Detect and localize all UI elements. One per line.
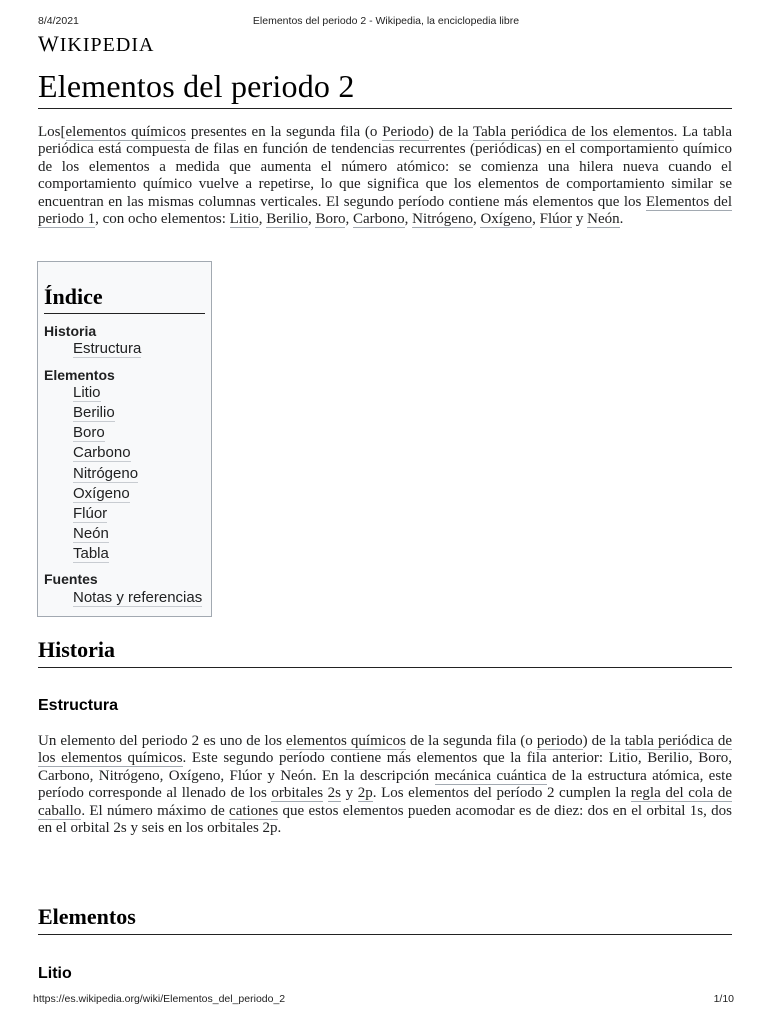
link-berilio[interactable]: Berilio bbox=[266, 211, 308, 228]
text: , bbox=[307, 211, 316, 228]
print-header bbox=[38, 15, 734, 29]
toc-item-carbono[interactable]: Carbono bbox=[73, 444, 131, 461]
text: que estos elementos pueden acomodar es de diez: dos en el orbital 1s, dos en el orbital 2s y seis en los orbitales 2p. bbox=[38, 802, 732, 837]
text: . Los elementos del período 2 cumplen la bbox=[372, 785, 631, 802]
section-heading-elementos: Elementos bbox=[38, 904, 732, 935]
link-2s[interactable]: 2s bbox=[327, 785, 341, 802]
toc-item-litio[interactable]: Litio bbox=[73, 384, 101, 401]
toc-title: Índice bbox=[44, 284, 205, 314]
toc-item-tabla[interactable]: Tabla bbox=[73, 545, 109, 562]
intro-paragraph bbox=[38, 124, 732, 228]
text: ) de la bbox=[428, 124, 474, 140]
print-page-title: Elementos del periodo 2 - Wikipedia, la enciclopedia libre bbox=[252, 15, 520, 27]
text: de la segunda fila (o bbox=[405, 733, 537, 749]
print-page-number: 1/10 bbox=[713, 993, 734, 1005]
text: Los[ bbox=[38, 124, 66, 140]
toc-item-notas[interactable]: Notas y referencias bbox=[73, 589, 203, 606]
toc-item-fuentes[interactable]: Fuentes bbox=[44, 571, 98, 587]
logo-rest: IKIPEDIA bbox=[59, 34, 155, 56]
link-nitrogeno[interactable]: Nitrógeno bbox=[412, 211, 473, 228]
text: , con ocho elementos: bbox=[95, 211, 230, 228]
link-orbitales[interactable]: orbitales bbox=[271, 785, 324, 802]
text: , bbox=[345, 211, 353, 228]
text: y bbox=[341, 785, 358, 802]
toc-item-neon[interactable]: Neón bbox=[73, 525, 109, 542]
toc-item-berilio[interactable]: Berilio bbox=[73, 404, 115, 421]
print-url: https://es.wikipedia.org/wiki/Elementos_del_periodo_2 bbox=[33, 993, 286, 1005]
toc-item-oxigeno[interactable]: Oxígeno bbox=[73, 485, 130, 502]
text: presentes en la segunda fila (o bbox=[186, 124, 383, 140]
text: , bbox=[258, 211, 267, 228]
link-elementos-quimicos[interactable]: elementos químicos bbox=[65, 124, 187, 140]
toc-item-boro[interactable]: Boro bbox=[73, 424, 105, 441]
link-elementos-periodo-1[interactable]: Elementos del periodo 1 bbox=[38, 193, 732, 228]
link-litio[interactable]: Litio bbox=[229, 211, 259, 228]
link-elementos-quimicos-2[interactable]: elementos químicos bbox=[286, 733, 406, 749]
text: . bbox=[619, 211, 624, 228]
text: . La tabla periódica está compuesta de filas en función de tendencias recurrentes (periódicas) en el comportamiento químico de los elementos a medida que aumenta el número atómico: se comienza una hilera nueva cuando el comportamiento químico vuelve a repetirse, lo que significa que los elementos de comportamiento similar se encuentran en las mismas columnas verticales. El segundo período contiene más elementos que los bbox=[38, 124, 732, 210]
link-carbono[interactable]: Carbono bbox=[352, 211, 405, 228]
toc-item-historia[interactable]: Historia bbox=[44, 323, 97, 339]
link-regla[interactable]: regla del cola de caballo bbox=[38, 785, 733, 819]
logo-initial: W bbox=[38, 31, 60, 56]
text: , bbox=[472, 211, 481, 228]
link-tabla-periodica-2[interactable]: tabla periódica de los elementos químicos bbox=[38, 733, 732, 767]
page-title: Elementos del periodo 2 bbox=[38, 66, 732, 109]
text: ) de la bbox=[582, 733, 625, 749]
toc-item-estructura[interactable]: Estructura bbox=[73, 340, 142, 357]
text: Un elemento del periodo 2 es uno de los bbox=[38, 733, 287, 749]
link-boro[interactable]: Boro bbox=[315, 211, 346, 228]
subheading-estructura: Estructura bbox=[38, 697, 119, 714]
subheading-litio: Litio bbox=[38, 965, 72, 982]
link-neon[interactable]: Neón bbox=[587, 211, 620, 228]
link-2p[interactable]: 2p bbox=[357, 785, 373, 802]
wikipedia-logo[interactable] bbox=[38, 31, 154, 57]
text: , bbox=[532, 211, 540, 228]
link-periodo[interactable]: Periodo bbox=[382, 124, 429, 140]
toc-item-elementos[interactable]: Elementos bbox=[44, 367, 115, 383]
text: de la estructura atómica, este período corresponde al llenado de los bbox=[38, 767, 733, 802]
historia-section bbox=[38, 733, 732, 837]
link-periodo-2[interactable]: periodo bbox=[536, 733, 583, 749]
link-cationes[interactable]: cationes bbox=[229, 802, 279, 819]
toc-item-fluor[interactable]: Flúor bbox=[73, 505, 108, 522]
text: y bbox=[572, 211, 588, 228]
estructura-paragraph bbox=[38, 733, 732, 837]
intro-section bbox=[38, 124, 732, 228]
text: . Este segundo período contiene más elementos que la fila anterior: Litio, Berilio, Boro, Carbono, Nitrógeno, Oxígeno, Flúor y Neón. En la descripción bbox=[38, 750, 732, 784]
print-date: 8/4/2021 bbox=[38, 15, 79, 27]
text: . El número máximo de bbox=[81, 802, 230, 819]
text: , bbox=[404, 211, 413, 228]
section-heading-historia: Historia bbox=[38, 637, 732, 668]
table-of-contents bbox=[37, 261, 212, 617]
link-tabla-periodica[interactable]: Tabla periódica de los elementos bbox=[473, 124, 674, 140]
link-oxigeno[interactable]: Oxígeno bbox=[480, 211, 533, 228]
link-fluor[interactable]: Flúor bbox=[539, 211, 573, 228]
link-mecanica-cuantica[interactable]: mecánica cuántica bbox=[434, 767, 547, 784]
print-footer bbox=[33, 993, 734, 1007]
text bbox=[323, 785, 328, 801]
toc-item-nitrogeno[interactable]: Nitrógeno bbox=[73, 465, 139, 482]
